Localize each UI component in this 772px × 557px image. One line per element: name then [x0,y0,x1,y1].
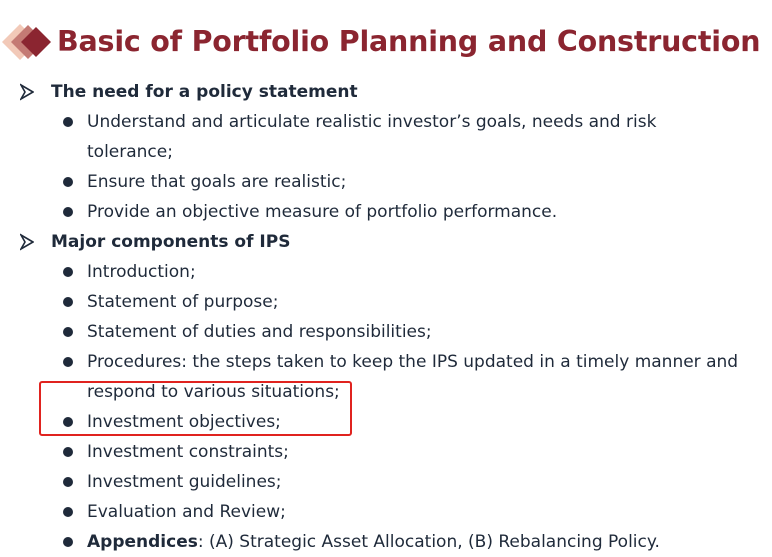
list-item [0,257,772,287]
appendices-label: Appendices [87,532,198,552]
arrowhead-bullet-icon [20,232,34,252]
list-item [0,317,772,347]
list-item [0,437,772,467]
page-title: Basic of Portfolio Planning and Construction [57,25,761,58]
title-row [0,18,772,66]
list-item-text: Evaluation and Review; [87,502,286,522]
list-item [0,467,772,497]
content [0,77,772,557]
bullet-dot-icon [63,207,73,217]
list-item-text: Ensure that goals are realistic; [87,172,347,192]
bullet-dot-icon [63,177,73,187]
diamond-logo-icon [2,24,54,60]
list-item [0,527,772,557]
bullet-dot-icon [63,357,73,367]
bullet-dot-icon [63,117,73,127]
bullet-dot-icon [63,477,73,487]
section-label: The need for a policy statement [51,82,358,102]
list-item [0,197,772,227]
bullet-dot-icon [63,507,73,517]
arrowhead-bullet-icon [20,82,34,102]
highlight-annotation-box [39,381,352,436]
list-item-text: Understand and articulate realistic investor’s goals, needs and risk tolerance; [87,112,657,162]
appendices-detail: : (A) Strategic Asset Allocation, (B) Rebalancing Policy. [197,532,660,552]
list-item-text: Investment guidelines; [87,472,282,492]
section-label: Major components of IPS [51,232,291,252]
bullet-dot-icon [63,447,73,457]
list-item [0,287,772,317]
list-item-text: Procedures: the steps taken to keep the IPS updated in a timely manner and respond to various situations; [87,352,739,402]
bullet-dot-icon [63,297,73,307]
list-item-text: Investment constraints; [87,442,289,462]
bullet-dot-icon [63,537,73,547]
list-item-text: Investment objectives; [87,412,281,432]
section-header-ips-components [0,227,772,257]
list-item [0,497,772,527]
bullet-dot-icon [63,267,73,277]
list-item-text-appendices [87,527,747,557]
list-item [0,107,772,167]
list-item-text: Provide an objective measure of portfolio performance. [87,202,558,222]
section-header-policy-statement [0,77,772,107]
list-item-text: Statement of duties and responsibilities; [87,322,432,342]
bullet-dot-icon [63,327,73,337]
list-item-text: Introduction; [87,262,196,282]
list-item [0,167,772,197]
list-item-text: Statement of purpose; [87,292,279,312]
